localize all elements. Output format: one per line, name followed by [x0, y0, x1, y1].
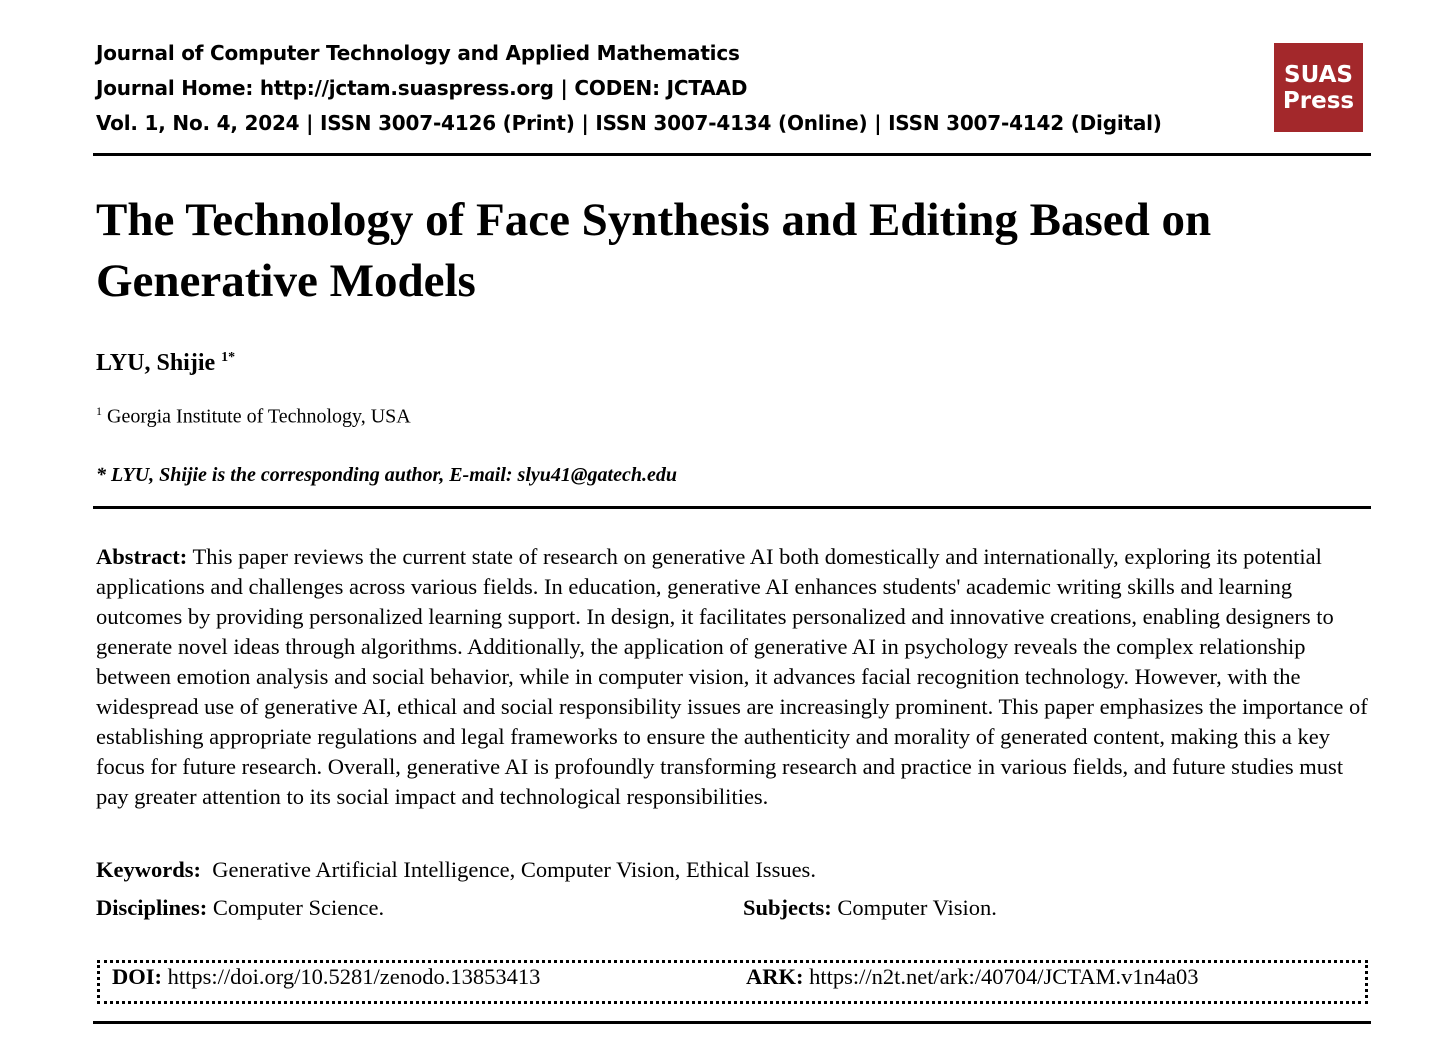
- author-superscript: 1*: [221, 350, 236, 365]
- keywords-label: Keywords:: [96, 857, 201, 882]
- disciplines-text: Computer Science.: [212, 895, 385, 920]
- author-line: [96, 350, 235, 377]
- subjects-label: Subjects:: [743, 895, 832, 920]
- suas-press-logo: [1274, 43, 1363, 132]
- doi-line: [112, 964, 540, 990]
- subjects-text: Computer Vision.: [837, 895, 997, 920]
- journal-name: Journal of Computer Technology and Applied Mathematics: [96, 41, 740, 65]
- affiliation: [96, 404, 411, 429]
- logo-line-2: Press: [1282, 87, 1355, 114]
- corresponding-author-note: * LYU, Shijie is the corresponding author, E-mail: slyu41@gatech.edu: [96, 464, 677, 486]
- journal-header: [96, 36, 1162, 141]
- disciplines-line: [96, 895, 384, 921]
- author-name: LYU, Shijie: [96, 350, 216, 376]
- paper-title: The Technology of Face Synthesis and Editing Based on Generative Models: [96, 194, 1212, 307]
- ark-label: ARK:: [746, 964, 804, 989]
- keywords-line: [96, 857, 816, 883]
- abstract-label: Abstract:: [96, 544, 188, 569]
- ark-line: [746, 964, 1199, 990]
- disciplines-label: Disciplines:: [96, 895, 208, 920]
- keywords-text: Generative Artificial Intelligence, Computer Vision, Ethical Issues.: [212, 857, 816, 882]
- header-divider: [93, 153, 1371, 156]
- ark-link[interactable]: https://n2t.net/ark:/40704/JCTAM.v1n4a03: [809, 964, 1199, 989]
- affiliation-superscript: 1: [96, 404, 102, 418]
- affiliation-text: Georgia Institute of Technology, USA: [107, 405, 411, 428]
- abstract-text: This paper reviews the current state of research on generative AI both domestically and internationally, exploring its potential applications and challenges across various fields. In education, generative AI enhances students' academic writing skills and learning outcomes by providing personalized learning support. In design, it facilitates personalized and innovative creations, enabling designers to generate novel ideas through algorithms. Additionally, the application of generative AI in psychology reveals the complex relationship between emotion analysis and social behavior, while in computer vision, it advances facial recognition technology. However, with the widespread use of generative AI, ethical and social responsibility issues are increasingly prominent. This paper emphasizes the importance of establishing appropriate regulations and legal frameworks to ensure the authenticity and morality of generated content, making this a key focus for future research. Overall, generative AI is profoundly transforming research and practice in various fields, and future studies must pay greater attention to its social impact and technological responsibilities.: [96, 544, 1368, 809]
- author-divider: [93, 506, 1371, 509]
- doi-link[interactable]: https://doi.org/10.5281/zenodo.13853413: [167, 964, 541, 989]
- abstract: [96, 542, 1372, 812]
- footer-divider: [93, 1021, 1371, 1024]
- journal-volume-issn: Vol. 1, No. 4, 2024 | ISSN 3007-4126 (Print) | ISSN 3007-4134 (Online) | ISSN 3007-4142 (Digital): [96, 111, 1162, 135]
- journal-home: Journal Home: http://jctam.suaspress.org | CODEN: JCTAAD: [96, 76, 748, 100]
- subjects-line: [743, 895, 997, 921]
- logo-line-1: SUAS: [1284, 61, 1353, 88]
- doi-label: DOI:: [112, 964, 162, 989]
